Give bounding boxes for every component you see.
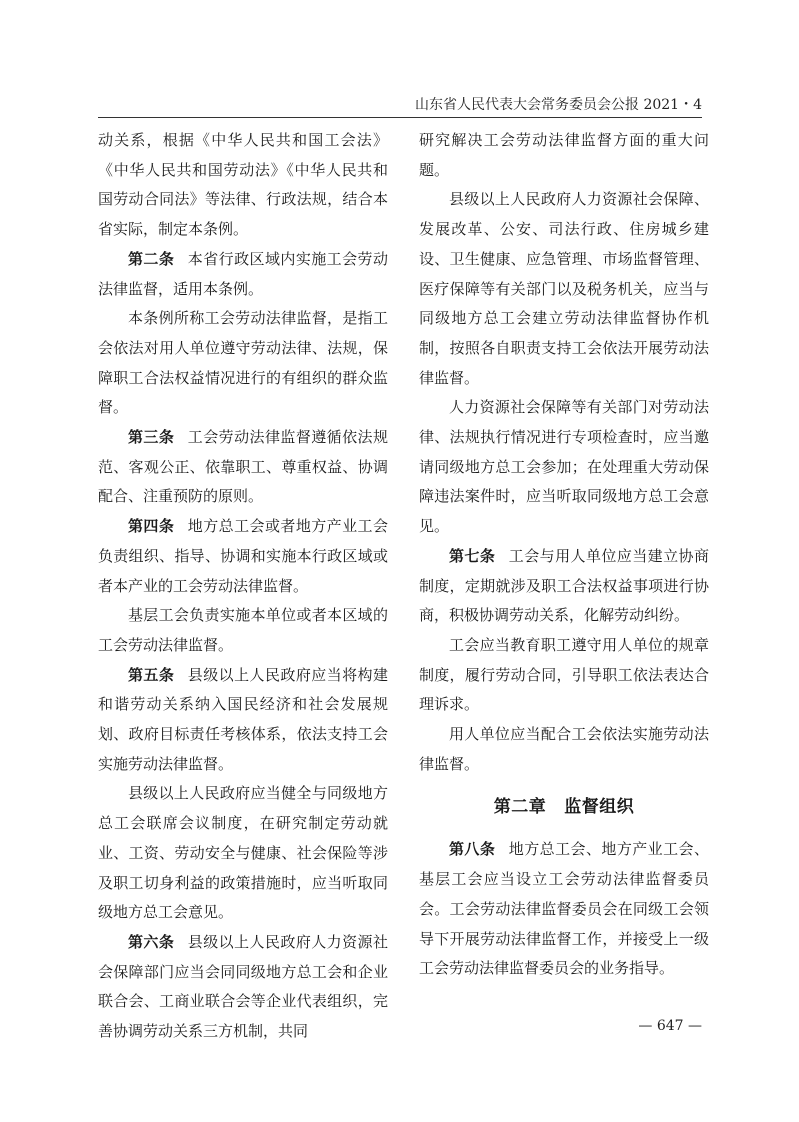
left-column [98,126,388,1047]
article-6 [98,928,388,1047]
paragraph: 县级以上人民政府应当健全与同级地方总工会联席会议制度，在研究制定劳动就业、工资、劳动安全与健康、社会保险等涉及职工切身利益的政策措施时，应当听取同级地方总工会意见。 [98,784,388,922]
chapter-number: 第二章 [493,797,547,818]
article-8 [419,835,709,984]
running-header: 山东省人民代表大会常务委员会公报 2021・4 [415,97,702,113]
chapter-title: 监督组织 [564,797,635,818]
article-label: 第二条 [128,249,175,268]
article-label: 第六条 [128,932,175,951]
article-text: 本省行政区域内实施工会劳动法律监督，适用本条例。 [98,249,388,298]
paragraph: 动关系，根据《中华人民共和国工会法》《中华人民共和国劳动法》《中华人民共和国劳动合同法》等法律、行政法规，结合本省实际，制定本条例。 [98,131,388,239]
article-text: 地方总工会或者地方产业工会负责组织、指导、协调和实施本行政区域或者本产业的工会劳动法律监督。 [98,517,388,595]
header-divider [98,117,702,118]
article-2 [98,245,388,304]
article-5 [98,661,388,780]
article-3 [98,423,388,512]
article-label: 第三条 [128,428,175,447]
chapter-heading [419,789,709,825]
article-text: 工会劳动法律监督遵循依法规范、客观公正、依靠职工、尊重权益、协调配合、注重预防的原则。 [98,428,388,506]
paragraph: 工会应当教育职工遵守用人单位的规章制度，履行劳动合同，引导职工依法表达合理诉求。 [419,635,709,714]
article-text: 县级以上人民政府应当将构建和谐劳动关系纳入国民经济和社会发展规划、政府目标责任考核体系，依法支持工会实施劳动法律监督。 [98,665,388,773]
paragraph: 研究解决工会劳动法律监督方面的重大问题。 [419,131,709,179]
article-4 [98,512,388,601]
paragraph: 县级以上人民政府人力资源社会保障、发展改革、公安、司法行政、住房城乡建设、卫生健康、应急管理、市场监督管理、医疗保障等有关部门以及税务机关，应当与同级地方总工会建立劳动法律监督协作机制，按照各自职责支持工会依法开展劳动法律监督。 [419,190,709,387]
paragraph: 人力资源社会保障等有关部门对劳动法律、法规执行情况进行专项检查时，应当邀请同级地方总工会参加；在处理重大劳动保障违法案件时，应当听取同级地方总工会意见。 [419,398,709,536]
paragraph: 基层工会负责实施本单位或者本区域的工会劳动法律监督。 [98,606,388,654]
article-text: 地方总工会、地方产业工会、基层工会应当设立工会劳动法律监督委员会。工会劳动法律监督委员会在同级工会领导下开展劳动法律监督工作，并接受上一级工会劳动法律监督委员会的业务指导。 [419,840,709,978]
article-text: 县级以上人民政府人力资源社会保障部门应当会同同级地方总工会和企业联合会、工商业联合会等企业代表组织，完善协调劳动关系三方机制，共同 [98,932,388,1041]
paragraph: 本条例所称工会劳动法律监督，是指工会依法对用人单位遵守劳动法律、法规，保障职工合法权益情况进行的有组织的群众监督。 [98,309,388,417]
article-label: 第五条 [128,665,175,684]
article-label: 第四条 [128,517,175,536]
right-column [419,126,709,984]
paragraph: 用人单位应当配合工会依法实施劳动法律监督。 [419,725,709,773]
article-label: 第八条 [449,840,496,859]
page-number: — 647 — [638,1018,702,1034]
article-text: 工会与用人单位应当建立协商制度，定期就涉及职工合法权益事项进行协商，积极协调劳动关系，化解劳动纠纷。 [419,546,709,625]
article-7 [419,542,709,631]
article-label: 第七条 [449,546,496,565]
